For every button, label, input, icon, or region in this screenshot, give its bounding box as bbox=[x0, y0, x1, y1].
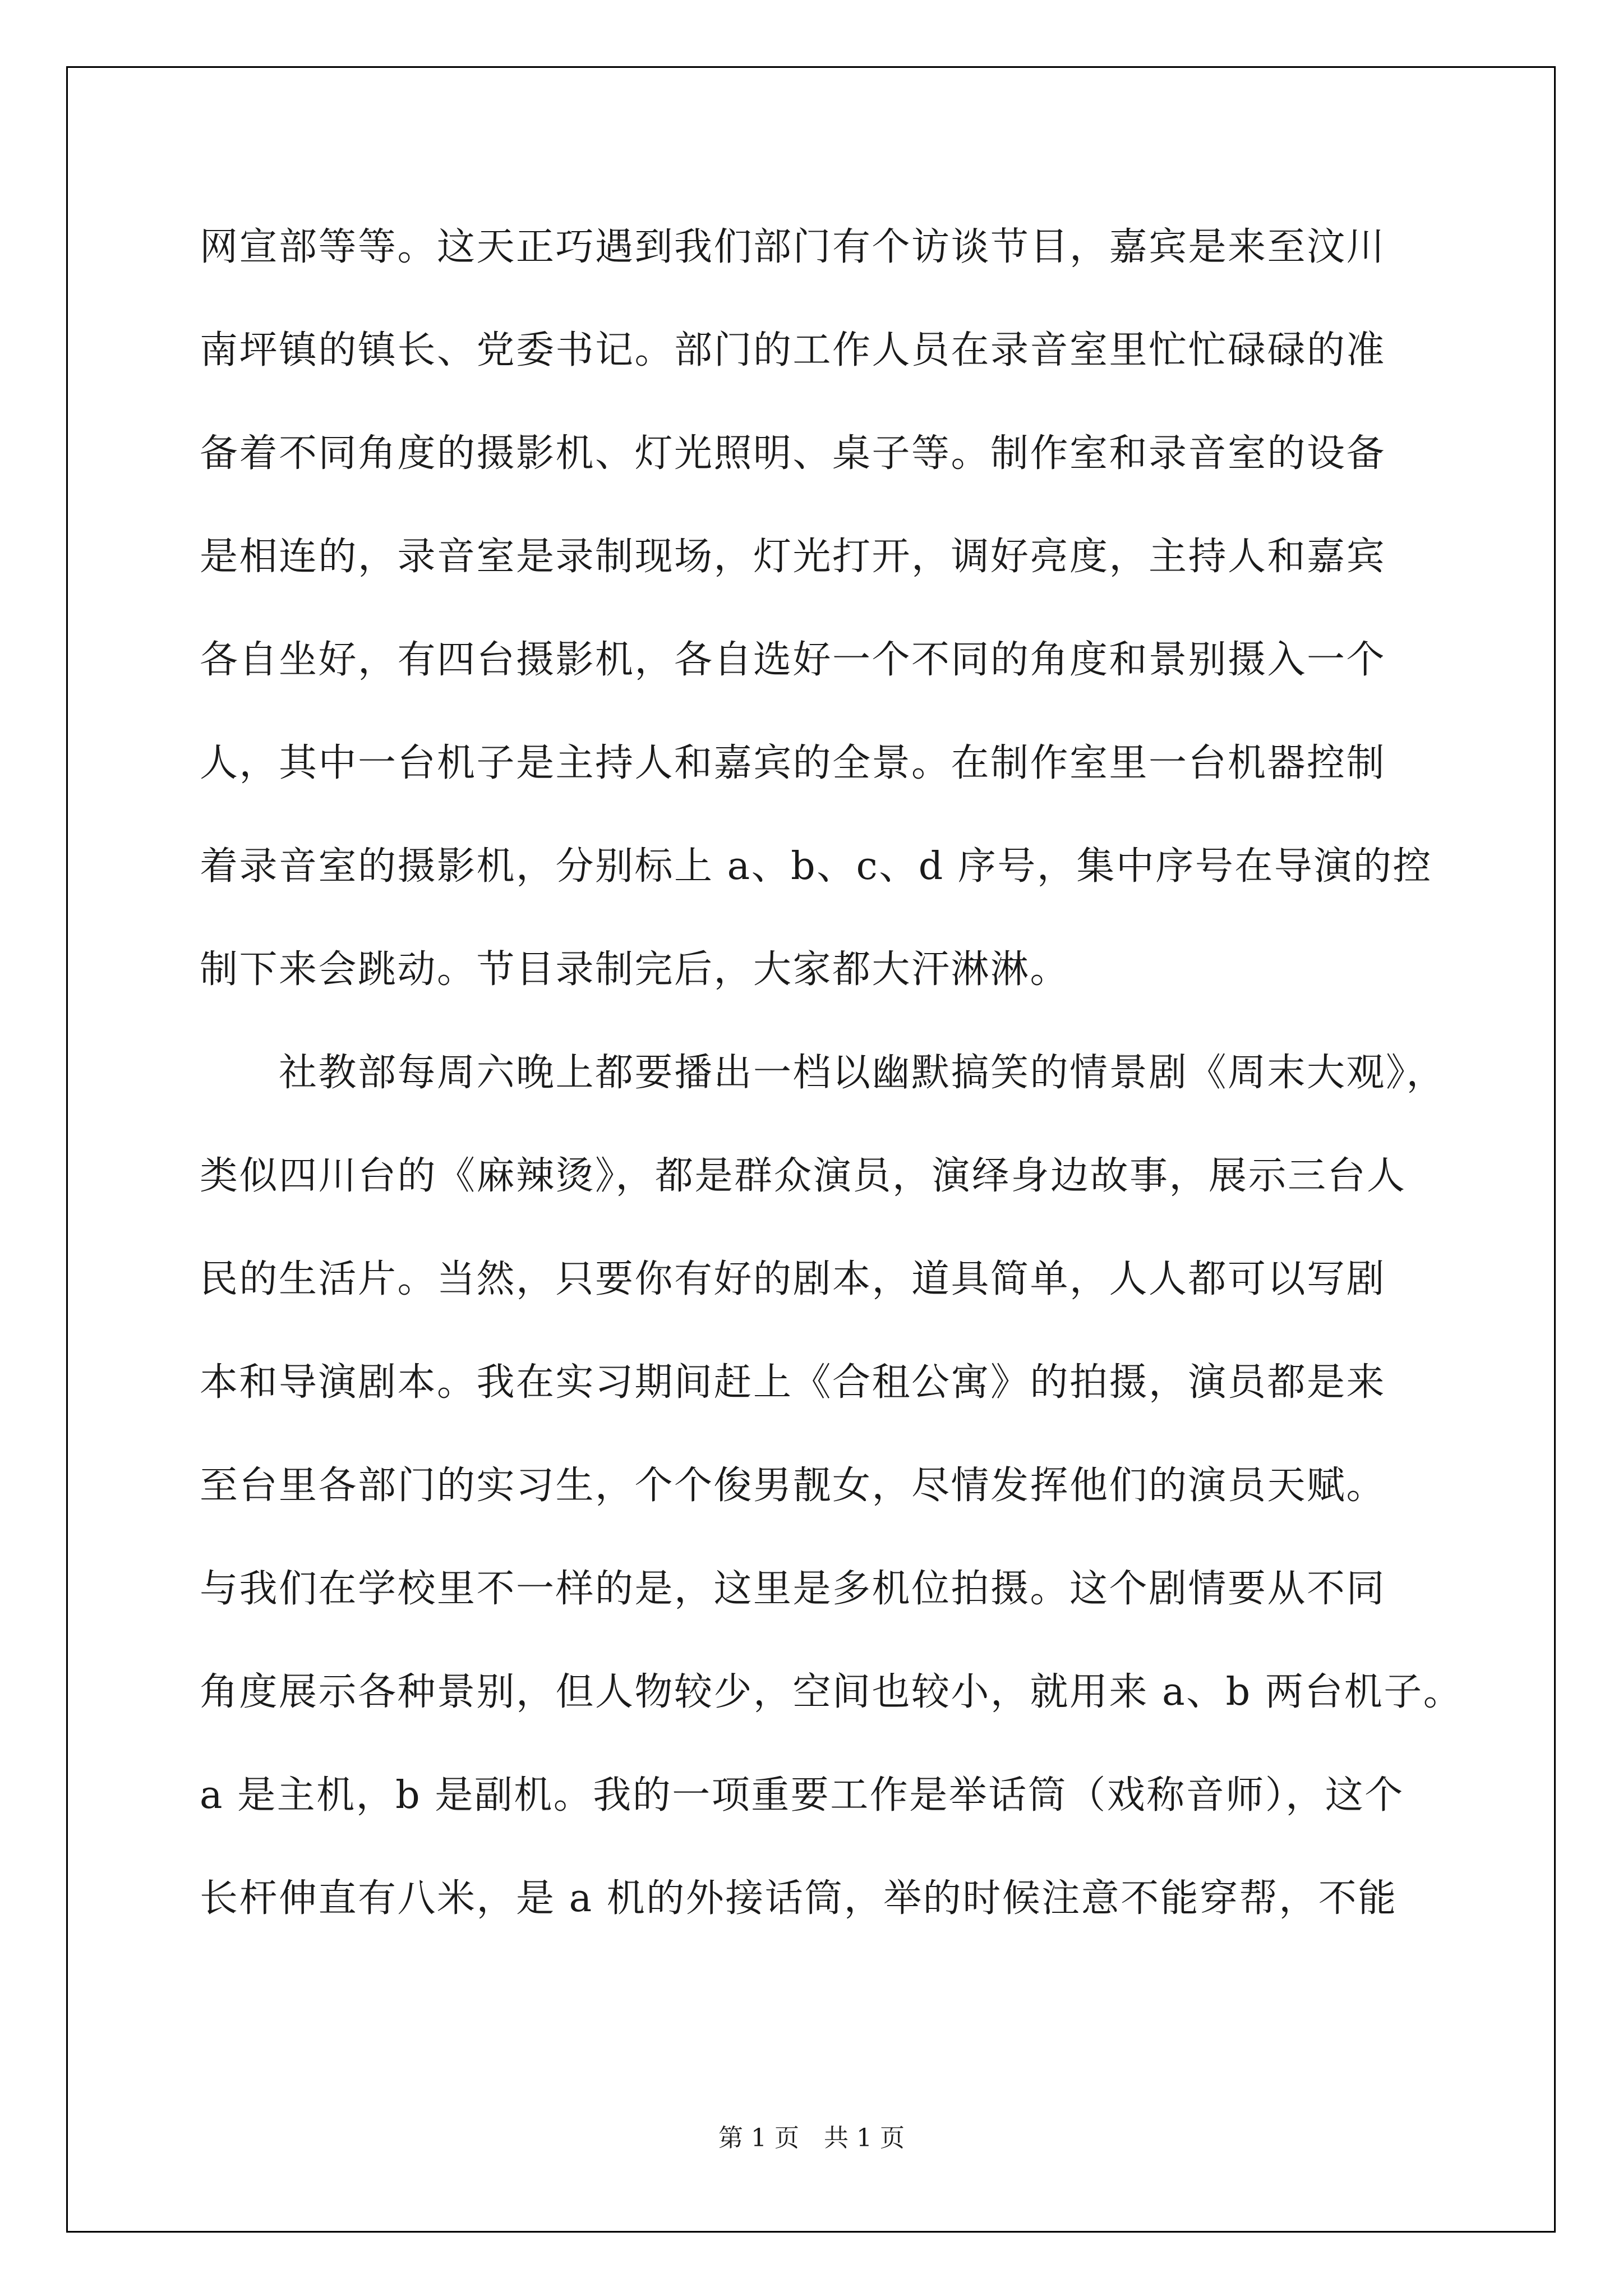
text-line: 类似四川台的《麻辣烫》，都是群众演员，演绎身边故事，展示三台人 bbox=[200, 1154, 1407, 1198]
text-line: 各自坐好，有四台摄影机，各自选好一个不同的角度和景别摄入一个 bbox=[200, 638, 1386, 682]
page-footer bbox=[0, 2122, 1623, 2155]
text-line: 人，其中一台机子是主持人和嘉宾的全景。在制作室里一台机器控制 bbox=[200, 741, 1386, 785]
text-line: 制下来会跳动。节目录制完后，大家都大汗淋淋。 bbox=[200, 947, 1070, 992]
text-line: 本和导演剧本。我在实习期间赶上《合租公寓》的拍摄，演员都是来 bbox=[200, 1360, 1386, 1405]
text-line: 至台里各部门的实习生，个个俊男靓女，尽情发挥他们的演员天赋。 bbox=[200, 1464, 1386, 1508]
text-line: 网宣部等等。这天正巧遇到我们部门有个访谈节目，嘉宾是来至汶川 bbox=[200, 225, 1386, 269]
text-line: 与我们在学校里不一样的是，这里是多机位拍摄。这个剧情要从不同 bbox=[200, 1567, 1386, 1611]
text-line: 着录音室的摄影机，分别标上 a、b、c、d 序号，集中序号在导演的控 bbox=[200, 844, 1432, 889]
text-line: 民的生活片。当然，只要你有好的剧本，道具简单，人人都可以写剧 bbox=[200, 1257, 1386, 1301]
text-line: 是相连的，录音室是录制现场，灯光打开，调好亮度，主持人和嘉宾 bbox=[200, 535, 1386, 579]
paragraph-start-line: 社教部每周六晚上都要播出一档以幽默搞笑的情景剧《周末大观》， bbox=[200, 1051, 1446, 1095]
page-number-current: 第 1 页 bbox=[718, 2124, 799, 2152]
text-line: 备着不同角度的摄影机、灯光照明、桌子等。制作室和录音室的设备 bbox=[200, 431, 1386, 476]
text-line: 角度展示各种景别，但人物较少，空间也较小，就用来 a、b 两台机子。 bbox=[200, 1670, 1463, 1714]
text-line: 长杆伸直有八米，是 a 机的外接话筒，举的时候注意不能穿帮，不能 bbox=[200, 1876, 1398, 1921]
text-line: a 是主机，b 是副机。我的一项重要工作是举话筒（戏称音师），这个 bbox=[200, 1773, 1404, 1818]
text-line: 南坪镇的镇长、党委书记。部门的工作人员在录音室里忙忙碌碌的准 bbox=[200, 328, 1386, 372]
page-number-total: 共 1 页 bbox=[824, 2124, 905, 2152]
